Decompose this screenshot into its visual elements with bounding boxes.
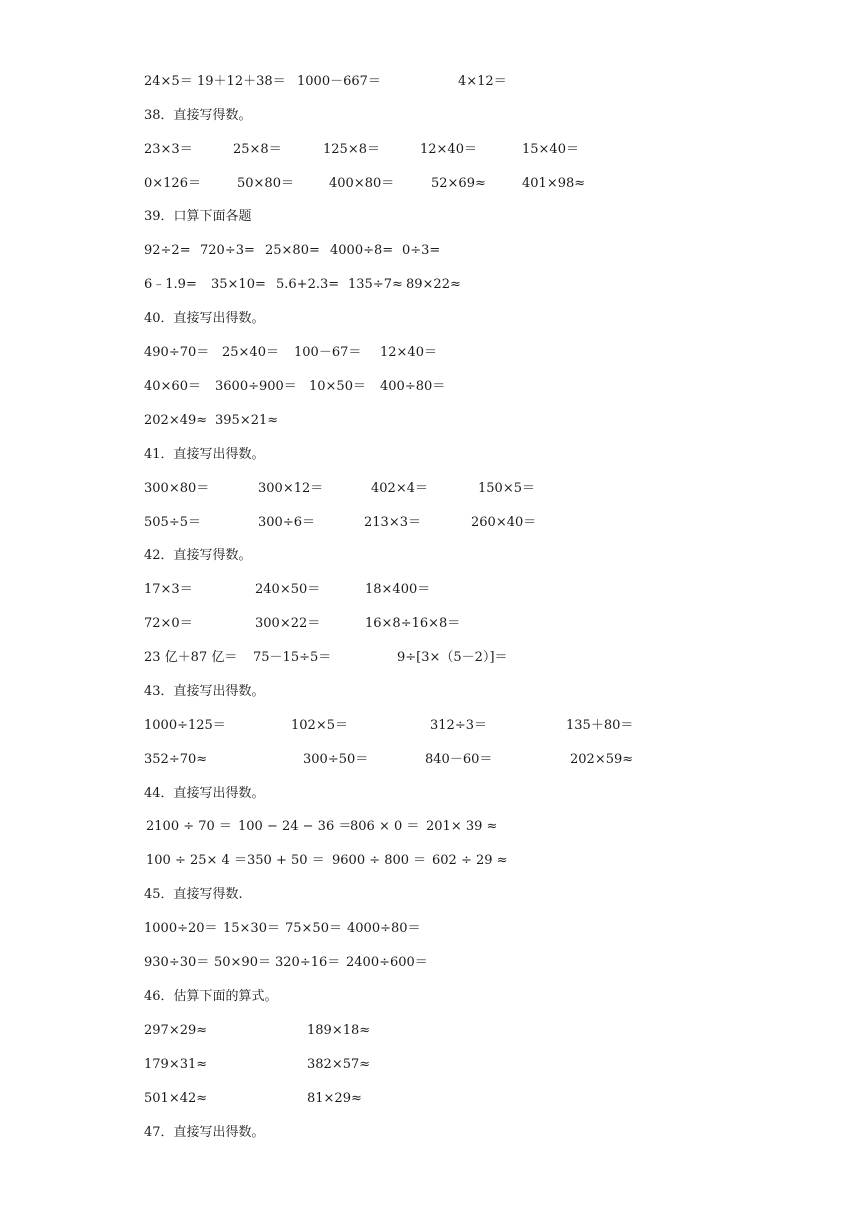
- expression-item: 12×40＝: [380, 345, 437, 360]
- expression-item: 4×12＝: [458, 74, 507, 89]
- expression-item: 806 × 0 ＝: [350, 819, 420, 834]
- expression-item: 300×22＝: [255, 616, 321, 631]
- expression-item: 400÷80＝: [380, 379, 446, 394]
- expression-item: 15×40＝: [522, 142, 579, 157]
- expression-item: 4000÷8=: [330, 243, 394, 258]
- expression-item: 2100 ÷ 70 ＝: [146, 819, 232, 834]
- expression-item: 213×3＝: [364, 515, 421, 530]
- expression-item: 18×400＝: [365, 582, 431, 597]
- expression-item: 1000÷125＝: [144, 718, 226, 733]
- expression-item: 75－15÷5＝: [253, 650, 332, 665]
- expression-item: 25×80=: [265, 243, 320, 258]
- expression-item: 312÷3＝: [430, 718, 487, 733]
- expression-item: 1000－667＝: [297, 74, 381, 89]
- expression-item: 52×69≈: [431, 176, 486, 191]
- expression-item: 10×50＝: [309, 379, 366, 394]
- expression-item: 100－67＝: [294, 345, 362, 360]
- question-heading-text: 39．口算下面各题: [144, 209, 252, 224]
- expression-item: 100 ÷ 25× 4 ＝: [146, 853, 247, 868]
- expression-item: 25×8＝: [233, 142, 282, 157]
- expression-item: 930÷30＝: [144, 955, 210, 970]
- expression-item: 300÷6＝: [258, 515, 315, 530]
- question-heading-text: 41．直接写出得数。: [144, 447, 265, 462]
- question-heading-text: 42．直接写得数。: [144, 548, 252, 563]
- question-heading-text: 45．直接写得数.: [144, 887, 243, 902]
- expression-item: 402×4＝: [371, 481, 428, 496]
- expression-item: 395×21≈: [215, 413, 279, 428]
- expression-item: 102×5＝: [291, 718, 348, 733]
- expression-item: 9600 ÷ 800 ＝: [332, 853, 427, 868]
- question-heading-text: 47．直接写出得数。: [144, 1125, 265, 1140]
- expression-item: 9÷[3×（5－2）]＝: [397, 650, 508, 665]
- expression-item: 400×80＝: [329, 176, 395, 191]
- expression-item: 17×3＝: [144, 582, 193, 597]
- expression-item: 505÷5＝: [144, 515, 201, 530]
- expression-item: 189×18≈: [307, 1023, 371, 1038]
- expression-item: 15×30＝: [223, 921, 280, 936]
- question-heading-text: 43．直接写出得数。: [144, 684, 265, 699]
- expression-item: 1000÷20＝: [144, 921, 218, 936]
- expression-item: 50×80＝: [237, 176, 294, 191]
- expression-item: 23×3＝: [144, 142, 193, 157]
- question-heading-text: 40．直接写出得数。: [144, 311, 265, 326]
- expression-item: 0×126＝: [144, 176, 201, 191]
- expression-item: 89×22≈: [406, 277, 461, 292]
- expression-item: 135÷7≈: [348, 277, 403, 292]
- expression-item: 352÷70≈: [144, 752, 208, 767]
- expression-item: 490÷70＝: [144, 345, 210, 360]
- expression-item: 501×42≈: [144, 1091, 208, 1106]
- expression-item: 12×40＝: [420, 142, 477, 157]
- expression-item: 125×8＝: [323, 142, 380, 157]
- expression-item: 350 + 50 ＝: [247, 853, 325, 868]
- expression-item: 300÷50＝: [303, 752, 369, 767]
- expression-item: 25×40＝: [222, 345, 279, 360]
- expression-item: 179×31≈: [144, 1057, 208, 1072]
- expression-item: 401×98≈: [522, 176, 586, 191]
- expression-item: 35×10=: [211, 277, 266, 292]
- question-heading-text: 38．直接写得数。: [144, 108, 252, 123]
- expression-item: 23 亿＋87 亿＝: [144, 650, 238, 665]
- expression-item: 5.6+2.3=: [276, 277, 340, 292]
- expression-item: 297×29≈: [144, 1023, 208, 1038]
- expression-item: 40×60＝: [144, 379, 201, 394]
- expression-item: 135＋80＝: [566, 718, 634, 733]
- expression-item: 3600÷900＝: [215, 379, 297, 394]
- expression-item: 19＋12＋38＝: [197, 74, 286, 89]
- expression-item: 300×12＝: [258, 481, 324, 496]
- expression-item: 24×5＝: [144, 74, 193, 89]
- expression-item: 840－60＝: [425, 752, 493, 767]
- expression-item: 602 ÷ 29 ≈: [432, 853, 508, 868]
- expression-item: 81×29≈: [307, 1091, 362, 1106]
- expression-item: 100 − 24 − 36 ＝: [238, 819, 352, 834]
- expression-item: 320÷16＝: [275, 955, 341, 970]
- expression-item: 201× 39 ≈: [426, 819, 498, 834]
- expression-item: 4000÷80＝: [347, 921, 421, 936]
- expression-item: 382×57≈: [307, 1057, 371, 1072]
- question-heading-text: 46．估算下面的算式。: [144, 989, 278, 1004]
- expression-item: 202×49≈: [144, 413, 208, 428]
- expression-item: 92÷2=: [144, 243, 191, 258]
- expression-item: 16×8÷16×8＝: [365, 616, 461, 631]
- expression-item: 202×59≈: [570, 752, 634, 767]
- expression-item: 260×40＝: [471, 515, 537, 530]
- expression-item: 720÷3=: [200, 243, 255, 258]
- expression-item: 240×50＝: [255, 582, 321, 597]
- expression-item: 150×5＝: [478, 481, 535, 496]
- expression-item: 50×90＝: [214, 955, 271, 970]
- expression-item: 2400÷600＝: [346, 955, 428, 970]
- expression-item: 0÷3=: [402, 243, 441, 258]
- expression-item: 75×50＝: [285, 921, 342, 936]
- expression-item: 72×0＝: [144, 616, 193, 631]
- expression-item: 6﹣1.9=: [144, 277, 197, 292]
- question-heading-text: 44．直接写出得数。: [144, 786, 265, 801]
- expression-item: 300×80＝: [144, 481, 210, 496]
